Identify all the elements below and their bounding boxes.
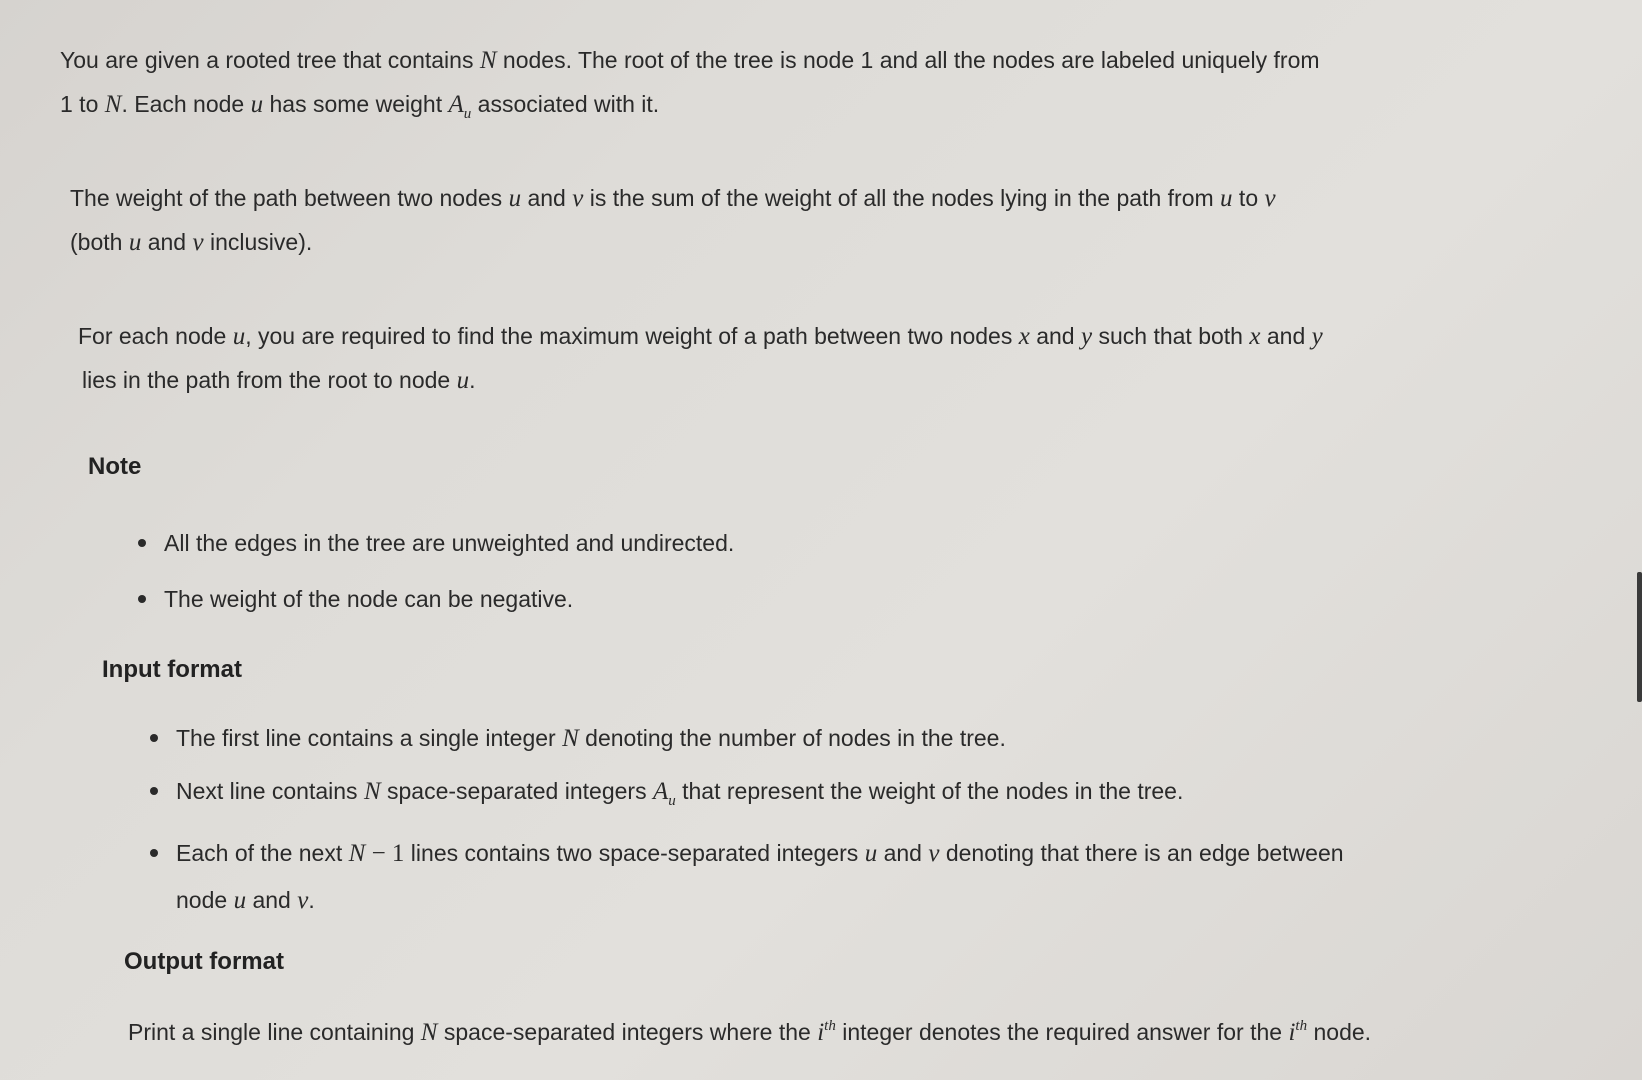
list-item [150,830,1344,877]
list-item [138,520,734,566]
math-var: u [456,367,470,394]
output-text: node. [1307,1019,1372,1045]
input-text: The first line contains a single integer [176,725,563,751]
math-var: N [363,778,381,805]
input-text: Each of the next [176,840,349,866]
intro-text: . Each node [121,91,251,117]
list-item [138,576,734,622]
input-text: Next line contains [176,778,364,804]
math-var: y [1080,323,1093,350]
output-text: space-separated integers where the [437,1019,818,1045]
output-text: Print a single line containing [128,1019,421,1045]
math-expr: − 1 [365,840,405,867]
input-text: that represent the weight of the nodes in the tree. [675,778,1184,804]
task-line-1 [78,314,1323,359]
math-var: x [1018,323,1030,350]
bullet-icon [150,787,158,795]
math-var: u [128,229,142,256]
task-text: and [1029,323,1081,349]
math-var: N [420,1019,438,1046]
input-text: and [246,887,298,913]
path-text: The weight of the path between two nodes [70,185,509,211]
math-var: N [479,47,497,74]
note-item-text: The weight of the node can be negative. [164,586,574,612]
math-var: v [572,185,584,212]
task-text: lies in the path from the root to node [82,367,457,393]
input-text: . [308,887,315,913]
path-weight-line-1 [70,176,1276,221]
bullet-icon [138,595,146,603]
scrollbar-thumb[interactable] [1637,572,1642,702]
bullet-icon [138,539,146,547]
intro-line-2 [60,82,659,136]
math-subscript: u [668,793,676,809]
math-var: u [232,323,246,350]
math-var: u [1220,185,1233,212]
path-text: and [521,185,573,211]
task-text: For each node [78,323,233,349]
math-var: v [192,229,204,256]
list-item [150,768,1344,824]
bullet-icon [150,734,158,742]
input-text: and [877,840,929,866]
math-var: y [1311,323,1323,350]
intro-text: associated with it. [471,91,660,117]
input-text: space-separated integers [380,778,653,804]
math-var: N [348,840,366,867]
math-subscript: u [463,106,472,122]
task-text: such that both [1092,323,1250,349]
math-var: i [1288,1019,1296,1046]
math-var: u [508,185,522,212]
input-text: lines contains two space-separated integers [404,840,865,866]
math-var: u [250,91,264,118]
math-var: N [104,91,122,118]
intro-text: nodes. The root of the tree is node 1 and all the nodes are labeled uniquely from [496,47,1320,73]
input-format-heading: Input format [102,656,242,683]
note-heading: Note [88,453,142,480]
math-var: v [297,887,309,914]
path-text: inclusive). [203,229,313,255]
list-item-continuation [150,877,1344,924]
output-format-heading: Output format [124,948,284,975]
math-var: i [817,1019,825,1046]
output-text: integer denotes the required answer for the [835,1019,1289,1045]
path-text: and [141,229,193,255]
task-text: and [1260,323,1312,349]
task-line-2 [82,358,476,403]
math-var: N [562,725,579,752]
math-var: v [1264,185,1276,212]
math-var: A [652,778,669,805]
path-text: to [1232,185,1265,211]
intro-line-1 [60,38,1320,83]
task-text: , you are required to find the maximum weight of a path between two nodes [245,323,1019,349]
input-format-list [150,715,1344,924]
input-text: node [176,887,234,913]
bullet-icon [150,849,158,857]
note-list [138,520,734,622]
math-superscript: th [824,1018,836,1034]
path-text: (both [70,229,129,255]
path-text: is the sum of the weight of all the nodes lying in the path from [583,185,1221,211]
math-var: v [928,840,940,867]
math-var: x [1249,323,1261,350]
output-format-text [128,1004,1371,1055]
task-text: . [469,367,476,393]
note-item-text: All the edges in the tree are unweighted and undirected. [164,530,735,556]
intro-text: has some weight [263,91,449,117]
input-text: denoting the number of nodes in the tree. [578,725,1006,751]
input-text: denoting that there is an edge between [939,840,1344,866]
math-var: u [233,887,247,914]
list-item [150,715,1344,762]
math-var: u [864,840,878,867]
intro-text: 1 to [60,91,105,117]
math-var: A [448,91,464,118]
math-superscript: th [1295,1018,1308,1034]
intro-text: You are given a rooted tree that contains [60,47,480,73]
path-weight-line-2 [70,220,312,265]
